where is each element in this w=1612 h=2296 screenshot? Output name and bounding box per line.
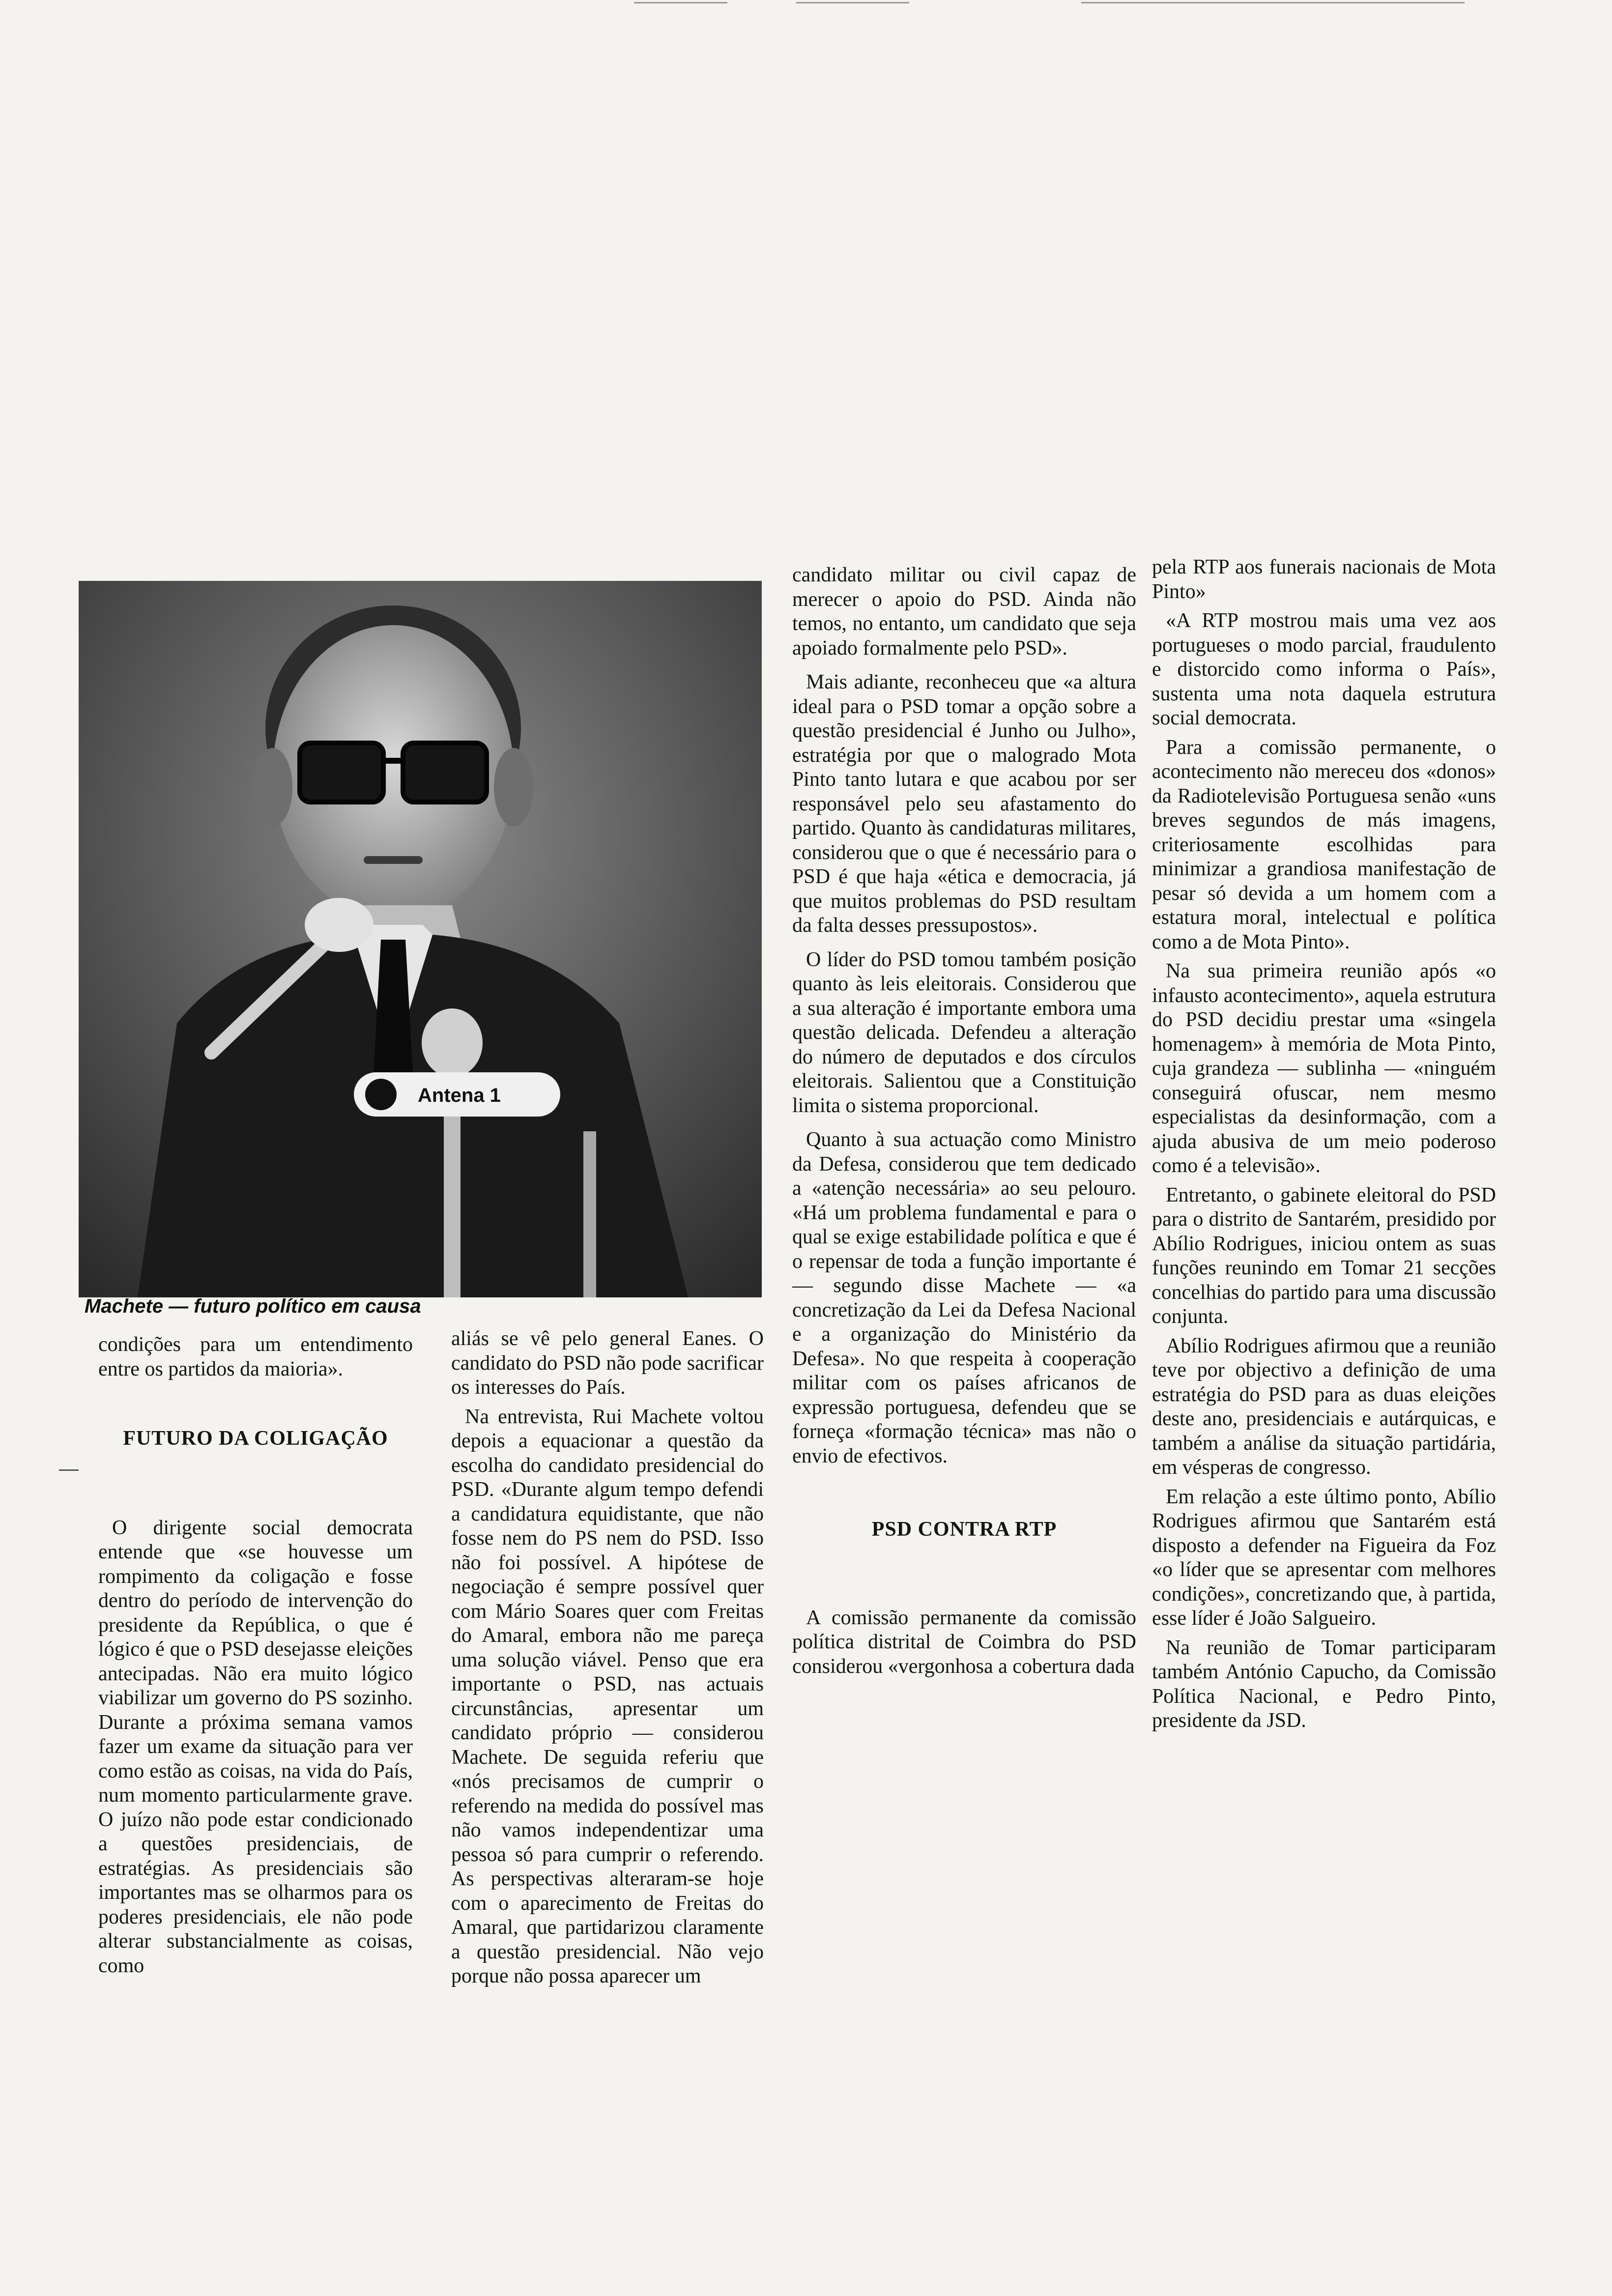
- paragraph: candidato militar ou civil capaz de merecer o apoio do PSD. Ainda não temos, no entanto, um candidato que seja apoiado formalmente pelo PSD».: [792, 564, 1136, 660]
- top-rule: [1081, 2, 1465, 3]
- paragraph: Quanto à sua actuação como Ministro da Defesa, considerou que tem dedicado a «atenção necessária» ao seu pelouro. «Há um problema fundamental e para o qual se exige estabilidade política e que é o repensar de toda a função importante é — segundo disse Machete — «a concretização da Lei da Defesa Nacional e a organização do Ministério da Defesa». No que respeita à cooperação militar com os países africanos de expressão portuguesa, defendeu que se forneça «formação técnica» mas não o envio de efectivos.: [792, 1128, 1136, 1467]
- paragraph: O líder do PSD tomou também posição quanto às leis eleitorais. Considerou que a sua alteração é importante embora uma questão delicada. Defendeu a alteração do número de deputados e dos círculos eleitorais. Salientou que a Constituição limita o sistema proporcional.: [792, 948, 1136, 1117]
- column-4: [1152, 555, 1496, 1738]
- paragraph: condições para um entendimento entre os partidos da maioria».: [98, 1333, 413, 1380]
- photo-machete: [79, 581, 762, 1297]
- paragraph: Para a comissão permanente, o acontecimento não mereceu dos «donos» da Radiotelevisão Portuguesa senão «uns breves segundos de más imagens, criteriosamente escolhidas para minimizar a grandiosa manifestação de pesar só devida a um homem com a estatura moral, intelectual e política como a de Mota Pinto».: [1152, 736, 1496, 953]
- section-heading-futuro-coligacao: FUTURO DA COLIGAÇÃO: [123, 1427, 388, 1450]
- photo-caption: Machete — futuro político em causa: [85, 1295, 421, 1317]
- paragraph: Abílio Rodrigues afirmou que a reunião teve por objectivo a definição de uma estratégia do PSD para as duas eleições deste ano, presidenciais e autárquicas, e também a análise da situação partidária, em vésperas de congresso.: [1152, 1334, 1496, 1479]
- paragraph: «A RTP mostrou mais uma vez aos portugueses o modo parcial, fraudulento e distorcido como informa o País», sustenta uma nota daquela estrutura social democrata.: [1152, 609, 1496, 729]
- column-2: [451, 1327, 764, 1994]
- paragraph: Em relação a este último ponto, Abílio Rodrigues afirmou que Santarém está disposto a defender na Figueira da Foz «o líder que se apresentar com melhores condições», concretizando que, à partida, esse líder é João Salgueiro.: [1152, 1485, 1496, 1630]
- paragraph: pela RTP aos funerais nacionais de Mota Pinto»: [1152, 556, 1496, 603]
- microphone-label: Antena 1: [418, 1085, 501, 1106]
- column-1: [98, 1333, 413, 1983]
- top-rule: [796, 2, 909, 3]
- paragraph: aliás se vê pelo general Eanes. O candidato do PSD não pode sacrificar os interesses do País.: [451, 1327, 764, 1399]
- portrait-illustration: [79, 581, 762, 1297]
- section-heading-psd-contra-rtp: PSD CONTRA RTP: [871, 1518, 1057, 1541]
- column-3: [792, 563, 1136, 1684]
- paragraph: Mais adiante, reconheceu que «a altura ideal para o PSD tomar a opção sobre a questão presidencial é Junho ou Julho», estratégia por que o malogrado Mota Pinto tanto lutara e que acabou por ser responsável pelo seu afastamento do partido. Quanto às candidaturas militares, considerou que o que é necessário para o PSD é que haja «ética e democracia, já que muitos problemas do PSD resultam da falta desses pressupostos».: [792, 671, 1136, 937]
- paragraph: Na entrevista, Rui Machete voltou depois a equacionar a questão da escolha do candidato presidencial do PSD. «Durante algum tempo defendi a candidatura equidistante, que não fosse nem do PS nem do PSD. Isso não foi possível. A hipótese de negociação é sempre possível quer com Mário Soares quer com Freitas do Amaral, embora não me pareça uma solução viável. Penso que era importante o PSD, nas actuais circunstâncias, apresentar um candidato próprio — considerou Machete. De seguida referiu que «nós precisamos de cumprir o referendo na medida do possível mas não vamos independentizar uma pessoa só para cumprir o referendo. As perspectivas alteraram-se hoje com o aparecimento de Freitas do Amaral, que partidarizou claramente a questão presidencial. Não vejo porque não possa aparecer um: [451, 1405, 764, 1987]
- paragraph: Entretanto, o gabinete eleitoral do PSD para o distrito de Santarém, presidido por Abílio Rodrigues, iniciou ontem as suas funções reunindo em Tomar 21 secções concelhias do partido para uma discussão conjunta.: [1152, 1183, 1496, 1328]
- margin-mark: [59, 1469, 79, 1471]
- paragraph: O dirigente social democrata entende que «se houvesse um rompimento da coligação e fosse dentro do período de intervenção do presidente da República, o que é lógico é que o PSD desejasse eleições antecipadas. Não era muito lógico viabilizar um governo do PS sozinho. Durante a próxima semana vamos fazer um exame da situação para ver como estão as coisas, na vida do País, num momento particularmente grave. O juízo não pode estar condicionado a questões presidenciais, de estratégias. As presidenciais são importantes mas se olharmos para os poderes presidenciais, ele não pode alterar substancialmente as coisas, como: [98, 1516, 413, 1977]
- paragraph: A comissão permanente da comissão política distrital de Coimbra do PSD considerou «vergonhosa a cobertura dada: [792, 1606, 1136, 1678]
- top-rule: [634, 2, 727, 3]
- paragraph: Na reunião de Tomar participaram também António Capucho, da Comissão Política Nacional, e Pedro Pinto, presidente da JSD.: [1152, 1636, 1496, 1732]
- paragraph: Na sua primeira reunião após «o infausto acontecimento», aquela estrutura do PSD decidiu prestar uma «singela homenagem» à memória de Mota Pinto, cuja grandeza — sublinha — «ninguém conseguirá ofuscar, nem mesmo especialistas da desinformação, com a ajuda abusiva de um meio poderoso como é a televisão».: [1152, 960, 1496, 1177]
